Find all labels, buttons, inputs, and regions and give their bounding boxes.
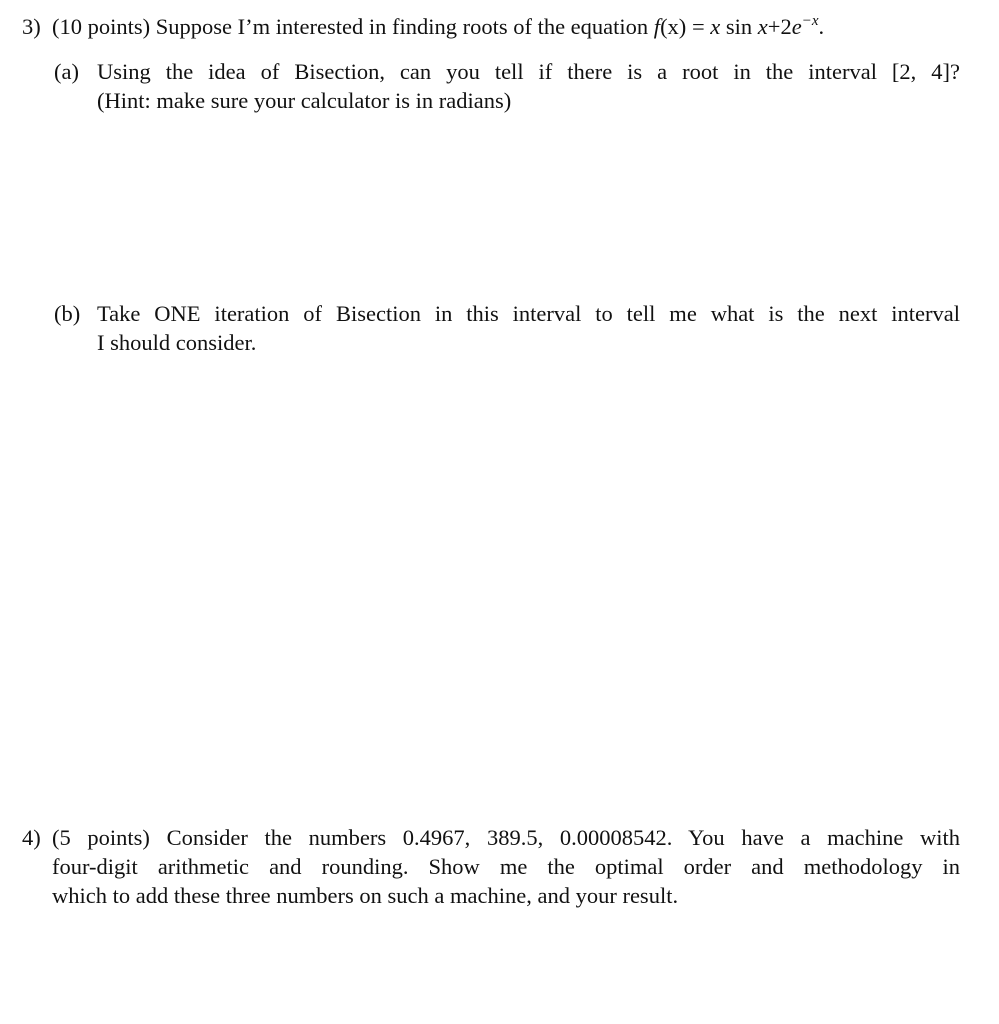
question-4-line-1: (5 points) Consider the numbers 0.4967, 389.5, 0.00008542. You have a machine with <box>52 825 960 850</box>
question-3-intro: Suppose I’m interested in finding roots of the equation <box>155 14 649 39</box>
part-b-line-1: Take ONE iteration of Bisection in this interval to tell me what is the next interval <box>97 301 960 326</box>
question-3-number: 3) <box>22 14 41 39</box>
question-3 <box>22 12 960 41</box>
question-3-equation: f(x) = x $\sin x+2e^{-x}$. <box>653 13 825 39</box>
part-b-label: (b) <box>54 301 81 326</box>
question-4-line-2: four-digit arithmetic and rounding. Show me the optimal order and methodology in <box>52 854 960 879</box>
part-a-label: (a) <box>54 59 79 84</box>
question-3-part-b <box>54 299 960 357</box>
part-a-text <box>97 57 960 115</box>
question-4-number: 4) <box>22 825 41 850</box>
question-4-line-3: which to add these three numbers on such a machine, and your result. <box>52 883 679 908</box>
part-b-text <box>97 299 960 357</box>
part-b-line-2: I should consider. <box>97 330 257 355</box>
question-4-text <box>52 823 960 910</box>
question-3-points: (10 points) <box>52 14 151 39</box>
question-3-header <box>22 12 960 41</box>
question-3-part-a <box>54 57 960 115</box>
question-4 <box>22 823 960 910</box>
part-a-line-2: (Hint: make sure your calculator is in radians) <box>97 88 512 113</box>
part-a-line-1: Using the idea of Bisection, can you tell if there is a root in the interval [2, 4]? <box>97 59 960 84</box>
